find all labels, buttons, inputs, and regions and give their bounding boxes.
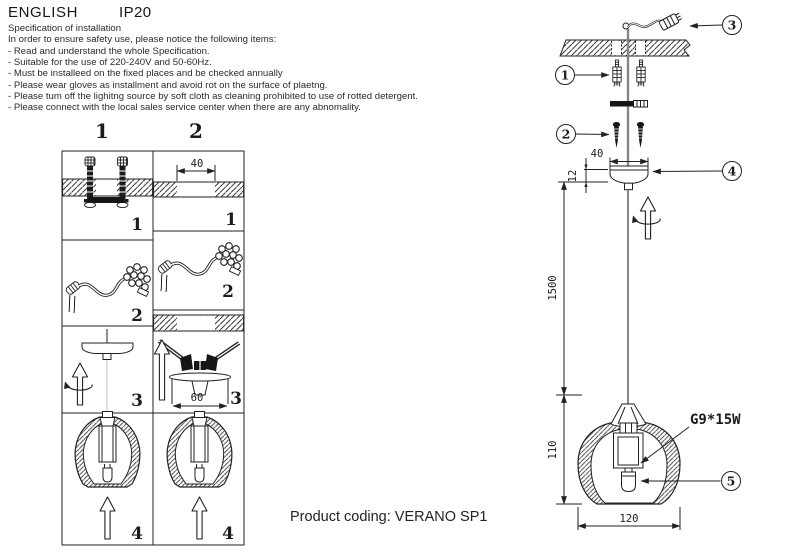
step-number: 4 (131, 524, 143, 544)
step-number: 4 (222, 524, 234, 544)
glass-shade (578, 404, 680, 504)
spec-item: - Suitable for the use of 220-240V and 50-60Hz. (8, 57, 212, 69)
canopy-height-dimension: 12 (567, 169, 579, 183)
mounting-screw (613, 122, 620, 148)
step-right-1-hole (154, 158, 244, 230)
column-1-header: 1 (95, 119, 109, 143)
mounting-bar (610, 101, 648, 108)
wall-anchor (637, 60, 645, 87)
column-2-header: 2 (189, 119, 203, 143)
product-coding: Product coding: VERANO SP1 (290, 509, 488, 525)
canopy-width-dimension: 40 (590, 148, 604, 160)
bulb-spec-label: G9*15W (690, 412, 741, 428)
up-arrow-icon (100, 497, 115, 539)
language-title: ENGLISH (8, 4, 79, 21)
shade-width-dimension: 120 (619, 513, 639, 525)
callout-3 (690, 16, 742, 35)
g9-bulb (622, 472, 636, 492)
step-right-4-shade (167, 412, 234, 545)
up-arrow-icon (192, 497, 207, 539)
ip-rating: IP20 (119, 4, 152, 21)
step-number: 1 (225, 210, 237, 230)
step-left-2-wiring (65, 264, 150, 326)
wall-anchor (613, 60, 621, 87)
canopy (610, 166, 648, 190)
vertical-dimensions (547, 182, 582, 504)
step-number: 2 (222, 282, 234, 302)
step-right-2-wiring (157, 243, 242, 302)
step-number: 1 (131, 215, 143, 235)
installation-steps-figure (62, 119, 244, 545)
spec-item: - Please connect with the local sales service center when there are any abnomality. (8, 102, 361, 114)
step-left-1-ceiling-bolts (63, 157, 153, 235)
step-number: 3 (131, 391, 143, 411)
shade-width-dim (578, 507, 680, 530)
twist-arrow-icon (632, 197, 660, 239)
clip-dimension: 60 (190, 392, 204, 404)
callout-number: 4 (727, 163, 737, 179)
callout-1 (556, 66, 610, 85)
spec-item: - Read and understand the whole Specification. (8, 45, 210, 57)
cable-length-dimension: 1500 (547, 275, 559, 301)
shade-height-dimension: 110 (547, 440, 559, 460)
spec-item: - Must be installeed on the fixed places and be checked annually (8, 68, 283, 80)
ceiling-slab (560, 40, 690, 56)
step-left-3-canopy (64, 329, 143, 411)
connector-plug (659, 11, 683, 30)
callout-number: 3 (727, 17, 737, 33)
spec-item: - Please tum off the lighitng source by soft cloth as cleaning prohibited to use of rotted detergent. (8, 91, 418, 103)
callout-number: 5 (726, 473, 736, 489)
assembly-drawing (547, 11, 742, 530)
step-number: 3 (230, 389, 242, 409)
up-arrow-icon (155, 340, 170, 400)
mounting-screw (637, 122, 644, 148)
spec-title: Specification of installation (8, 23, 122, 34)
callout-number: 2 (561, 126, 571, 142)
spec-intro: In order to ensure safety use, please notice the following items: (8, 34, 277, 46)
callout-2 (557, 125, 610, 144)
step-right-3-spring-clips (154, 315, 244, 409)
twist-arrow-icon (64, 363, 92, 405)
callout-number: 1 (560, 67, 570, 83)
callout-4 (653, 162, 742, 181)
hole-dimension: 40 (190, 158, 204, 170)
step-left-4-shade (75, 412, 143, 545)
step-number: 2 (131, 306, 143, 326)
spec-item: - Please wear gloves as installment and avoid rot on the surface of plaetng. (8, 79, 328, 91)
